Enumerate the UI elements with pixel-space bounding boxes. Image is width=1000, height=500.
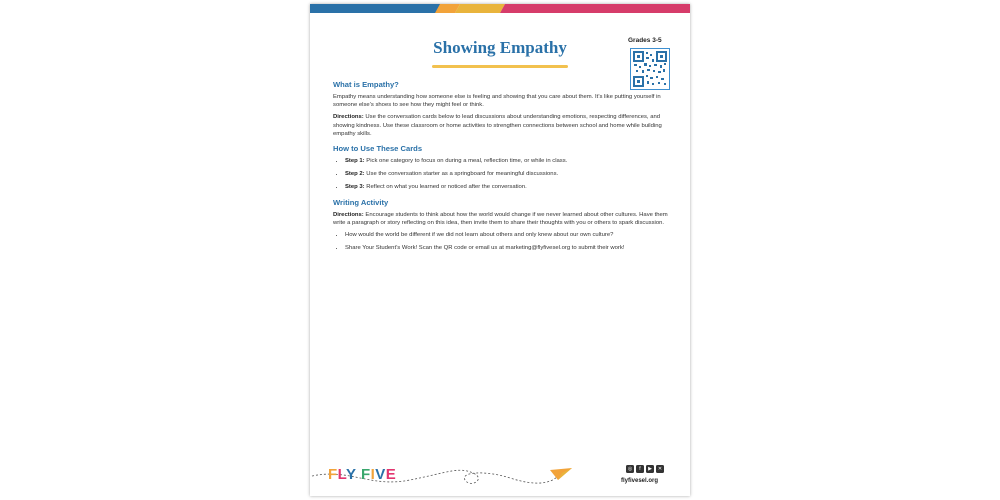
list-item-step-1	[345, 157, 669, 165]
step-label: Step 3:	[345, 184, 365, 191]
writing-directions-text: Encourage students to think about how the world would change if we never learned about other cultures. Have them write a paragraph or story reflecting on this idea, then invite them to share their thoughts with you or others to spark discussion.	[333, 211, 668, 226]
directions-text: Use the conversation cards below to lead discussions about understanding emotions, respecting differences, and showing kindness. Use these classroom or home activities to strengthen connections between school and home while building empathy skills.	[333, 114, 662, 137]
facebook-icon[interactable]: f	[636, 465, 644, 473]
writing-directions-paragraph	[333, 211, 669, 227]
title-underline	[432, 65, 568, 68]
x-icon[interactable]: ✕	[657, 466, 663, 472]
directions-label: Directions:	[333, 114, 364, 121]
website-link[interactable]: flyfivesel.org	[621, 478, 659, 484]
page-title: Showing Empathy	[433, 38, 567, 57]
social-icons	[626, 465, 664, 473]
step-label: Step 1:	[345, 158, 365, 165]
step-label: Step 2:	[345, 171, 365, 178]
fly-five-logo: FLY FIVE	[328, 466, 397, 483]
document-page	[310, 4, 690, 496]
list-item-prompt: • How would the world be different if we did not learn about others and only knew about our own culture?	[345, 231, 669, 239]
list-item-share: • Share Your Student’s Work! Scan the QR code or email us at marketing@flyfivesel.org to submit their work!	[345, 244, 669, 252]
instagram-icon[interactable]: ◎	[627, 466, 633, 472]
section-heading-how-to-use: How to Use These Cards	[333, 144, 423, 154]
list-item-step-2	[345, 170, 669, 178]
content-body	[333, 80, 669, 258]
step-text: Pick one category to focus on during a meal, reflection time, or while in class.	[364, 158, 568, 165]
empathy-definition: Empathy means understanding how someone else is feeling and showing that you care about them. It’s like putting yourself in someone else’s shoes to see how they might feel or think.	[333, 94, 661, 109]
grade-level-label: Grades 3-5	[628, 37, 662, 44]
section-heading-what-is-empathy: What is Empathy?	[333, 80, 399, 89]
directions-label: Directions:	[333, 211, 364, 218]
list-item-step-3	[345, 183, 669, 191]
steps-list	[333, 157, 669, 192]
step-text: Use the conversation starter as a springboard for meaningful discussions.	[364, 171, 559, 178]
top-color-bar	[310, 4, 690, 13]
writing-prompts-list	[333, 231, 669, 252]
directions-paragraph	[333, 113, 669, 138]
section-heading-writing-activity: Writing Activity	[333, 197, 389, 207]
step-text: Reflect on what you learned or noticed after the conversation.	[364, 184, 527, 191]
youtube-icon[interactable]: ▶	[646, 465, 654, 473]
